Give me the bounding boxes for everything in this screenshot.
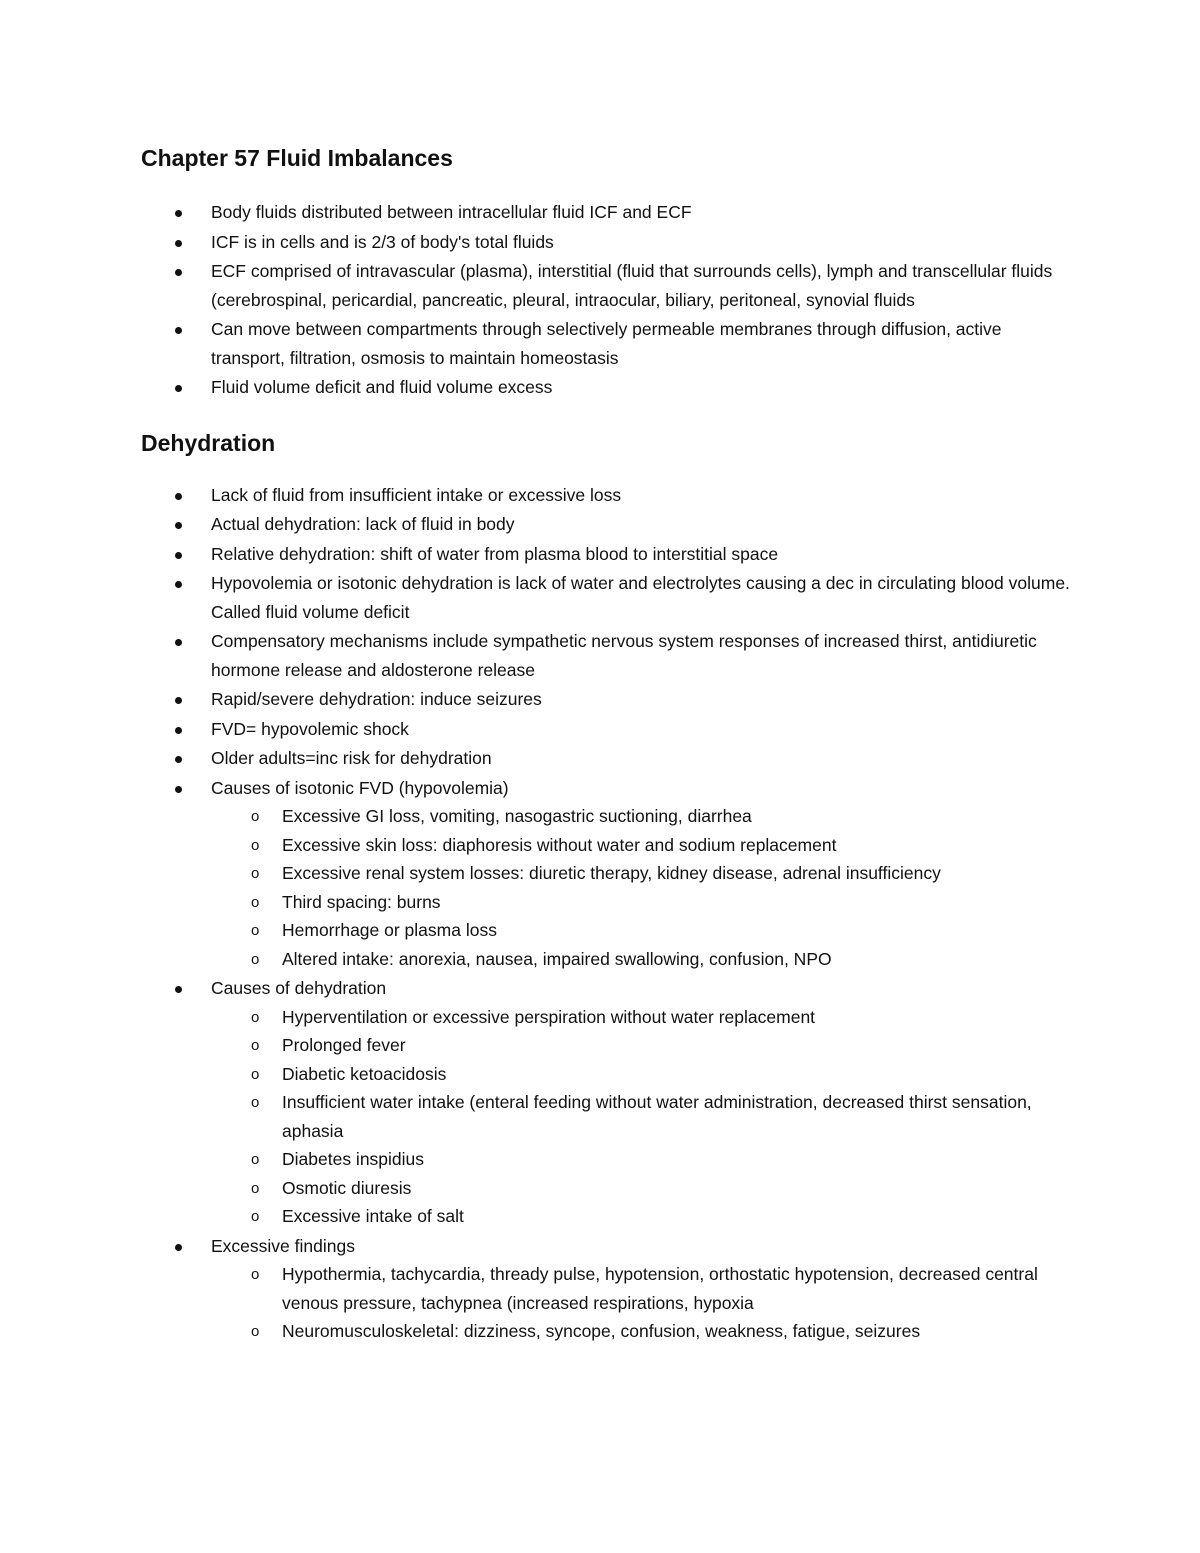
list-item-text: Actual dehydration: lack of fluid in body (211, 514, 515, 534)
sub-list-item-text: Excessive renal system losses: diuretic therapy, kidney disease, adrenal insufficiency (282, 863, 941, 883)
list-item-text: Hypovolemia or isotonic dehydration is lack of water and electrolytes causing a dec in circulating blood volume. Called fluid volume deficit (211, 573, 1070, 622)
sub-list-item-text: Third spacing: burns (282, 891, 441, 912)
list-item (141, 228, 1071, 257)
page-title: Chapter 57 Fluid Imbalances (141, 145, 453, 171)
circle-bullet-icon: o (251, 1208, 260, 1225)
circle-bullet-icon: o (251, 1151, 260, 1168)
sub-list-item (141, 1088, 1071, 1145)
list-item-text: Rapid/severe dehydration: induce seizures (211, 689, 542, 709)
document-body (141, 140, 1071, 1347)
list-item (141, 481, 1071, 510)
bullet-icon (175, 581, 182, 588)
bullet-icon (175, 727, 182, 734)
causes-dehydration-sublist (211, 1003, 1071, 1231)
sub-list-item (141, 1174, 1071, 1203)
bullet-icon (175, 493, 182, 500)
excessive-findings-sublist (211, 1260, 1071, 1346)
circle-bullet-icon: o (251, 1179, 260, 1197)
sub-list-item (141, 1003, 1071, 1032)
dehydration-bullet-list (141, 481, 1071, 1346)
bullet-icon (175, 552, 182, 559)
sub-list-item-text: Insufficient water intake (enteral feeding without water administration, decreased thirst sensation, aphasia (282, 1092, 1032, 1141)
sub-list-item (141, 859, 1071, 888)
bullet-icon (175, 786, 182, 793)
circle-bullet-icon: o (251, 1323, 260, 1340)
list-item-text: Causes of isotonic FVD (hypovolemia) (211, 777, 509, 798)
list-item-excessive-findings (141, 1232, 1071, 1346)
sub-list-item (141, 1202, 1071, 1231)
circle-bullet-icon: o (251, 808, 260, 825)
sub-list-item-text: Prolonged fever (282, 1035, 406, 1055)
circle-bullet-icon: o (251, 1094, 260, 1111)
list-item-text: Fluid volume deficit and fluid volume excess (211, 377, 553, 397)
intro-bullet-list (141, 198, 1071, 402)
list-item-text: Lack of fluid from insufficient intake or excessive loss (211, 484, 622, 505)
circle-bullet-icon: o (251, 1008, 260, 1026)
sub-list-item (141, 945, 1071, 974)
list-item-text: Compensatory mechanisms include sympathetic nervous system responses of increased thirst, antidiuretic hormone release and aldosterone release (211, 631, 1037, 680)
sub-list-item-text: Diabetes inspidius (282, 1149, 425, 1169)
section-heading-dehydration: Dehydration (141, 429, 276, 456)
list-item (141, 540, 1071, 569)
sub-list-item-text: Neuromusculoskeletal: dizziness, syncope, confusion, weakness, fatigue, seizures (282, 1321, 921, 1341)
sub-list-item-text: Hemorrhage or plasma loss (282, 920, 497, 940)
list-item-text: Can move between compartments through selectively permeable membranes through diffusion, active transport, filtration, osmosis to maintain homeostasis (211, 319, 1002, 368)
bullet-icon (175, 210, 182, 217)
sub-list-item-text: Excessive GI loss, vomiting, nasogastric suctioning, diarrhea (282, 806, 752, 826)
list-item (141, 744, 1071, 773)
sub-list-item (141, 831, 1071, 860)
sub-list-item (141, 1317, 1071, 1346)
bullet-icon (175, 240, 182, 247)
bullet-icon (175, 986, 182, 993)
list-item-causes-isotonic (141, 774, 1071, 974)
list-item (141, 510, 1071, 539)
list-item (141, 373, 1071, 402)
circle-bullet-icon: o (251, 836, 260, 854)
list-item (141, 198, 1071, 227)
list-item-text: Body fluids distributed between intracellular fluid ICF and ECF (211, 202, 692, 222)
circle-bullet-icon: o (251, 1065, 260, 1083)
bullet-icon (175, 385, 182, 392)
bullet-icon (175, 756, 182, 763)
list-item-text: Relative dehydration: shift of water from plasma blood to interstitial space (211, 543, 779, 564)
bullet-icon (175, 522, 182, 529)
bullet-icon (175, 697, 182, 704)
sub-list-item (141, 888, 1071, 917)
sub-list-item (141, 916, 1071, 945)
circle-bullet-icon: o (251, 865, 260, 882)
sub-list-item (141, 1031, 1071, 1060)
list-item-text: ICF is in cells and is 2/3 of body's total fluids (211, 231, 554, 252)
sub-list-item (141, 1260, 1071, 1317)
sub-list-item (141, 1060, 1071, 1089)
sub-list-item (141, 1145, 1071, 1174)
bullet-icon (175, 639, 182, 646)
list-item-text: Causes of dehydration (211, 978, 387, 998)
bullet-icon (175, 269, 182, 276)
list-item (141, 715, 1071, 744)
list-item-text: ECF comprised of intravascular (plasma), interstitial (fluid that surrounds cells), lymph and transcellular fluids (cerebrospinal, pericardial, pancreatic, pleural, intraocular, biliary, peritoneal, synovial fluids (211, 261, 1053, 310)
sub-list-item-text: Hyperventilation or excessive perspiration without water replacement (282, 1006, 816, 1027)
list-item (141, 685, 1071, 714)
list-item (141, 257, 1071, 314)
sub-list-item-text: Diabetic ketoacidosis (282, 1063, 447, 1084)
bullet-icon (175, 327, 182, 334)
sub-list-item-text: Osmotic diuresis (282, 1177, 412, 1198)
circle-bullet-icon: o (251, 922, 260, 939)
sub-list-item-text: Excessive skin loss: diaphoresis without water and sodium replacement (282, 834, 837, 855)
list-item-text: Excessive findings (211, 1235, 355, 1256)
bullet-icon (175, 1244, 182, 1251)
sub-list-item-text: Excessive intake of salt (282, 1206, 464, 1226)
list-item-text: Older adults=inc risk for dehydration (211, 748, 492, 768)
list-item-text: FVD= hypovolemic shock (211, 718, 409, 739)
circle-bullet-icon: o (251, 1266, 260, 1283)
list-item (141, 315, 1071, 372)
sub-list-item-text: Altered intake: anorexia, nausea, impaired swallowing, confusion, NPO (282, 948, 832, 969)
list-item (141, 627, 1071, 684)
circle-bullet-icon: o (251, 893, 260, 911)
list-item (141, 569, 1071, 626)
circle-bullet-icon: o (251, 1037, 260, 1054)
list-item-causes-dehydration (141, 974, 1071, 1231)
causes-isotonic-sublist (211, 802, 1071, 973)
sub-list-item-text: Hypothermia, tachycardia, thready pulse, hypotension, orthostatic hypotension, decreased central venous pressure, tachypnea (increased respirations, hypoxia (282, 1264, 1038, 1313)
sub-list-item (141, 802, 1071, 831)
circle-bullet-icon: o (251, 950, 260, 968)
